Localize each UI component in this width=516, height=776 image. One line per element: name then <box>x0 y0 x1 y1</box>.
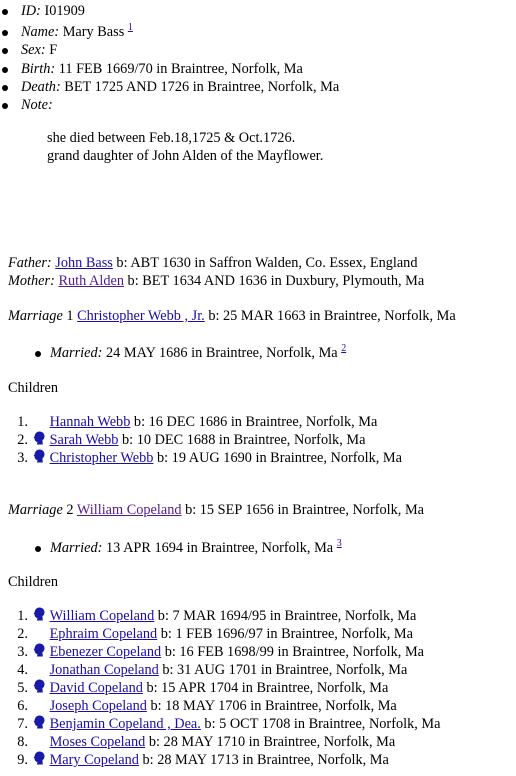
child-link[interactable]: Moses Copeland <box>49 734 146 750</box>
marriage-label: Marriage <box>8 308 63 324</box>
bullet <box>2 85 8 91</box>
child-number: 6. <box>17 698 28 714</box>
child-row <box>0 715 440 733</box>
marriage-row <box>8 307 456 325</box>
spouse-detail: b: 15 SEP 1656 in Braintree, Norfolk, Ma <box>181 502 425 518</box>
person-silhouette-icon <box>32 431 50 445</box>
child-detail: b: 5 OCT 1708 in Braintree, Norfolk, Ma <box>200 716 441 732</box>
bullet <box>2 30 8 36</box>
child-detail: b: 16 DEC 1686 in Braintree, Norfolk, Ma <box>130 414 378 430</box>
child-detail: b: 31 AUG 1701 in Braintree, Norfolk, Ma <box>158 662 408 678</box>
marriage-label: Marriage <box>8 502 63 518</box>
child-link[interactable]: Christopher Webb <box>49 450 154 466</box>
child-number: 7. <box>17 716 28 732</box>
fact-label: Sex: <box>21 42 46 58</box>
person-silhouette-icon <box>32 679 50 693</box>
person-silhouette-icon <box>32 751 50 765</box>
child-detail: b: 28 MAY 1713 in Braintree, Norfolk, Ma <box>138 752 389 768</box>
child-link[interactable]: Sarah Webb <box>49 432 119 448</box>
child-detail: b: 19 AUG 1690 in Braintree, Norfolk, Ma <box>153 450 402 466</box>
child-number: 5. <box>17 680 28 696</box>
child-number: 1. <box>17 414 28 430</box>
child-link[interactable]: Joseph Copeland <box>49 698 147 714</box>
child-link[interactable]: Mary Copeland <box>49 752 139 768</box>
person-silhouette-icon <box>32 643 50 657</box>
father-detail: b: ABT 1630 in Saffron Walden, Co. Essex, England <box>112 255 418 271</box>
child-link[interactable]: Benjamin Copeland , Dea. <box>49 716 201 732</box>
mother-label: Mother: <box>8 273 55 289</box>
fact-birth <box>21 60 303 78</box>
note-line: she died between Feb.18,1725 & Oct.1726. <box>47 130 296 146</box>
child-detail: b: 1 FEB 1696/97 in Braintree, Norfolk, Ma <box>157 626 413 642</box>
fact-note <box>21 96 53 114</box>
married-row <box>50 344 346 362</box>
child-row <box>0 413 377 431</box>
child-detail: b: 16 FEB 1698/99 in Braintree, Norfolk, Ma <box>161 644 424 660</box>
fact-label: Name: <box>21 24 60 40</box>
child-number: 3. <box>17 450 28 466</box>
marriage-number: 2 <box>62 502 77 518</box>
child-row <box>0 697 397 715</box>
child-number: 1. <box>17 608 28 624</box>
icon-spacer <box>32 697 50 711</box>
bullet <box>2 67 8 73</box>
marriage-number: 1 <box>62 308 78 324</box>
married-label: Married: <box>50 345 103 361</box>
child-number: 3. <box>17 644 28 660</box>
footnote-link[interactable]: 1 <box>127 22 133 33</box>
married-value: 13 APR 1694 in Braintree, Norfolk, Ma <box>102 540 337 556</box>
fact-label: Death: <box>21 79 61 95</box>
child-detail: b: 7 MAR 1694/95 in Braintree, Norfolk, Ma <box>154 608 417 624</box>
fact-sex <box>21 41 57 59</box>
child-row <box>0 431 365 449</box>
bullet <box>2 103 8 109</box>
bullet <box>2 48 8 54</box>
fact-name <box>21 23 133 41</box>
marriage-row <box>8 501 424 519</box>
child-detail: b: 10 DEC 1688 in Braintree, Norfolk, Ma <box>118 432 366 448</box>
spouse-link[interactable]: Christopher Webb , Jr. <box>77 308 205 324</box>
married-value: 24 MAY 1686 in Braintree, Norfolk, Ma <box>102 345 342 361</box>
fact-value: I01909 <box>44 3 85 19</box>
children-heading: Children <box>8 574 59 590</box>
mother-detail: b: BET 1634 AND 1636 in Duxbury, Plymouth, Ma <box>123 273 425 289</box>
spouse-detail: b: 25 MAR 1663 in Braintree, Norfolk, Ma <box>204 308 456 324</box>
child-detail: b: 15 APR 1704 in Braintree, Norfolk, Ma <box>142 680 389 696</box>
fact-value: 11 FEB 1669/70 in Braintree, Norfolk, Ma <box>58 61 303 77</box>
person-silhouette-icon <box>32 607 50 621</box>
fact-value: F <box>49 42 58 58</box>
father-row <box>8 254 417 272</box>
child-row <box>0 751 389 769</box>
icon-spacer <box>32 661 50 675</box>
mother-link[interactable]: Ruth Alden <box>58 273 124 289</box>
child-number: 4. <box>17 662 28 678</box>
bullet <box>35 546 41 552</box>
mother-row <box>8 272 424 290</box>
child-row <box>0 625 413 643</box>
father-link[interactable]: John Bass <box>55 255 113 271</box>
child-detail: b: 18 MAY 1706 in Braintree, Norfolk, Ma <box>146 698 397 714</box>
child-number: 2. <box>17 432 28 448</box>
icon-spacer <box>32 413 50 427</box>
spouse-link[interactable]: William Copeland <box>76 502 182 518</box>
bullet <box>2 9 8 15</box>
child-link[interactable]: Hannah Webb <box>49 414 131 430</box>
fact-label: Note: <box>21 97 53 113</box>
fact-label: ID: <box>21 3 41 19</box>
person-silhouette-icon <box>32 449 50 463</box>
married-row <box>50 539 342 557</box>
child-number: 9. <box>17 752 28 768</box>
note-line: grand daughter of John Alden of the Mayflower. <box>47 148 324 164</box>
child-link[interactable]: David Copeland <box>49 680 143 696</box>
footnote-link[interactable]: 2 <box>341 343 347 354</box>
child-row <box>0 733 395 751</box>
child-detail: b: 28 MAY 1710 in Braintree, Norfolk, Ma <box>145 734 396 750</box>
fact-death <box>21 78 339 96</box>
child-number: 8. <box>17 734 28 750</box>
icon-spacer <box>32 733 50 747</box>
child-row <box>0 643 424 661</box>
married-label: Married: <box>50 540 103 556</box>
bullet <box>35 351 41 357</box>
child-link[interactable]: Ebenezer Copeland <box>49 644 162 660</box>
fact-id <box>21 2 85 20</box>
fact-label: Birth: <box>21 61 56 77</box>
child-link[interactable]: Jonathan Copeland <box>49 662 159 678</box>
child-row <box>0 661 407 679</box>
person-silhouette-icon <box>32 715 50 729</box>
child-link[interactable]: Ephraim Copeland <box>49 626 158 642</box>
child-number: 2. <box>17 626 28 642</box>
child-row <box>0 449 402 467</box>
children-heading: Children <box>8 380 59 396</box>
icon-spacer <box>32 625 50 639</box>
child-row <box>0 607 416 625</box>
child-row <box>0 679 388 697</box>
footnote-link[interactable]: 3 <box>336 538 342 549</box>
child-link[interactable]: William Copeland <box>49 608 155 624</box>
father-label: Father: <box>8 255 52 271</box>
fact-value: BET 1725 AND 1726 in Braintree, Norfolk, Ma <box>64 79 340 95</box>
fact-value: Mary Bass <box>62 24 125 40</box>
